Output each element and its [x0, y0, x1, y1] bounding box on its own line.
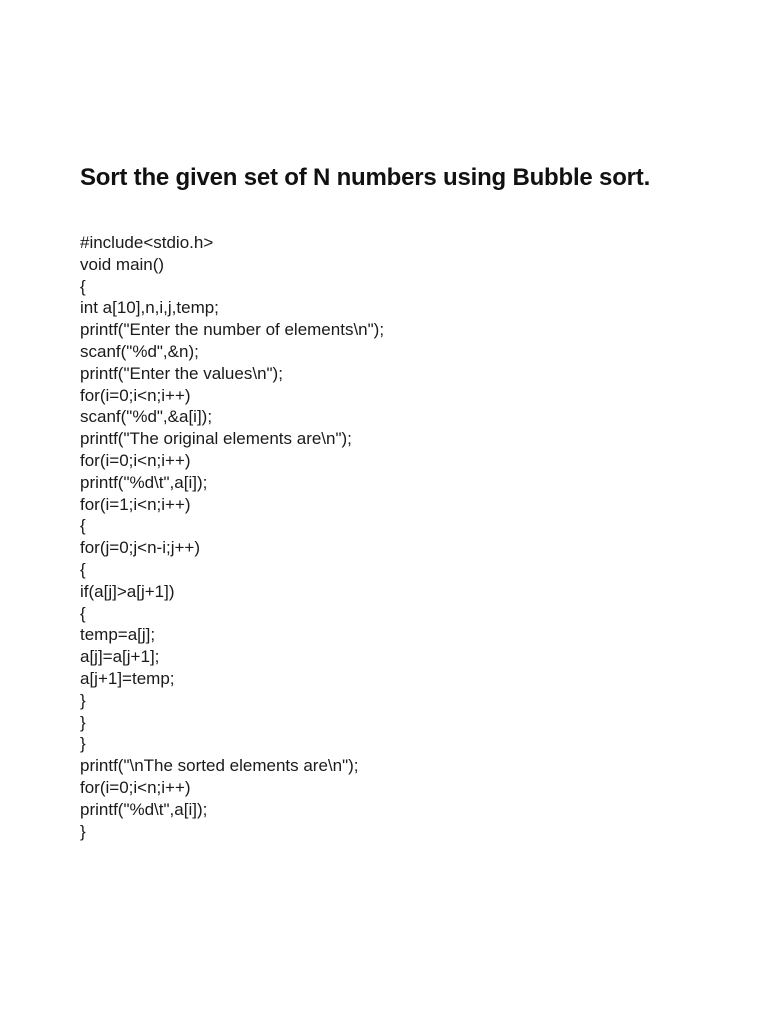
code-line: {	[80, 276, 86, 296]
code-line: }	[80, 712, 86, 732]
code-line: printf("%d\t",a[i]);	[80, 472, 208, 492]
code-line: printf("\nThe sorted elements are\n");	[80, 756, 359, 776]
code-line: for(j=0;j<n-i;j++)	[80, 538, 200, 558]
code-line: printf("Enter the number of elements\n");	[80, 320, 385, 340]
code-line: #include<stdio.h>	[80, 233, 214, 252]
code-line: if(a[j]>a[j+1])	[80, 581, 175, 601]
code-line: {	[80, 559, 86, 579]
code-line: {	[80, 603, 86, 623]
code-line: for(i=0;i<n;i++)	[80, 385, 191, 405]
code-line: printf("The original elements are\n");	[80, 429, 352, 449]
code-line: for(i=1;i<n;i++)	[80, 494, 191, 514]
code-line: int a[10],n,i,j,temp;	[80, 298, 219, 318]
code-line: for(i=0;i<n;i++)	[80, 450, 191, 470]
code-line: }	[80, 734, 86, 754]
code-line: temp=a[j];	[80, 625, 156, 645]
code-line: }	[80, 821, 86, 841]
code-line: printf("Enter the values\n");	[80, 363, 283, 383]
code-line: a[j]=a[j+1];	[80, 647, 160, 667]
code-listing	[80, 232, 384, 842]
code-line: {	[80, 516, 86, 536]
code-line: }	[80, 690, 86, 710]
code-line: scanf("%d",&n);	[80, 341, 199, 361]
document-title: Sort the given set of N numbers using Bubble sort.	[80, 164, 651, 191]
code-line: scanf("%d",&a[i]);	[80, 407, 213, 427]
code-line: for(i=0;i<n;i++)	[80, 777, 191, 797]
code-line: printf("%d\t",a[i]);	[80, 799, 208, 819]
code-line: a[j+1]=temp;	[80, 668, 175, 688]
code-line: void main()	[80, 254, 165, 274]
